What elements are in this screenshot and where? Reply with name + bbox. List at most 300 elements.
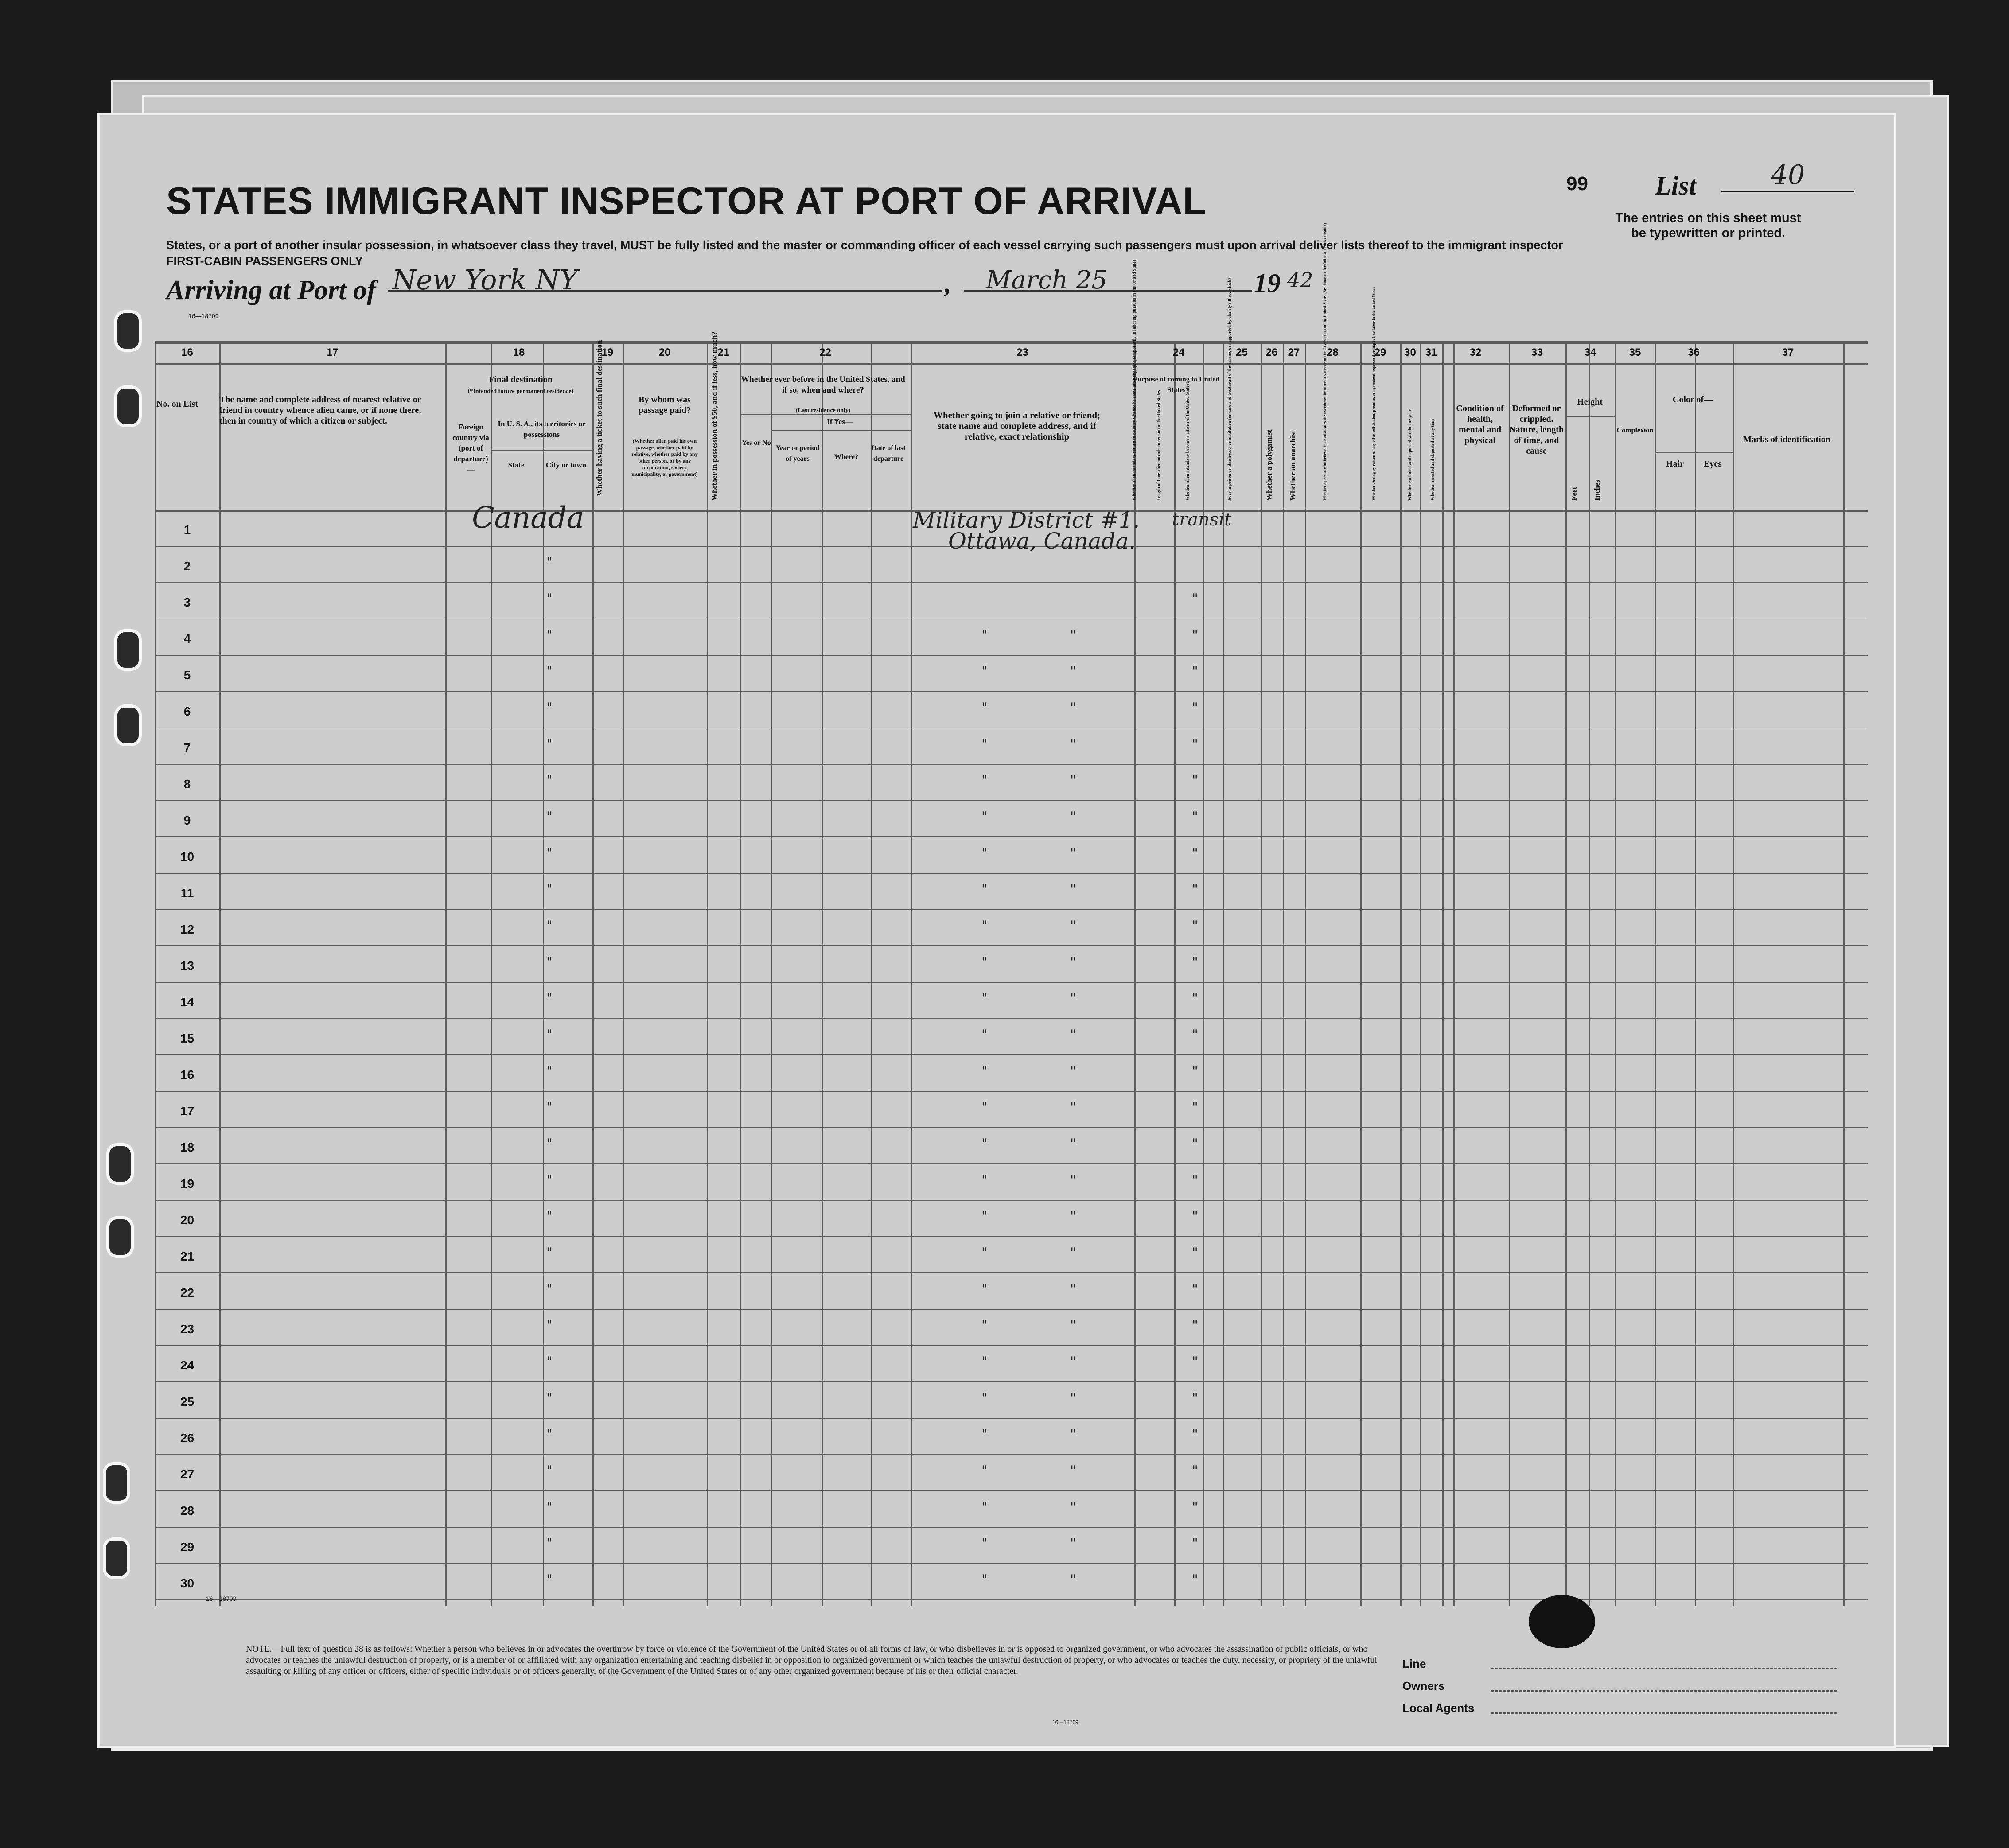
- col18-foreign: Foreign country via (port of departure)—: [452, 423, 489, 474]
- column-line: [1843, 341, 1845, 1606]
- join-relative-entry: ": [981, 700, 988, 716]
- join-relative-entry: ": [1070, 1172, 1076, 1188]
- state-entry: ": [546, 1136, 553, 1152]
- col24-title: Purpose of coming to United States: [1133, 376, 1220, 394]
- row-number: 28: [180, 1504, 195, 1517]
- join-relative-entry: ": [1070, 882, 1076, 897]
- state-entry: ": [546, 954, 553, 970]
- purpose-entry: ": [1192, 918, 1198, 934]
- column-line: [911, 341, 912, 1606]
- state-entry: ": [546, 773, 553, 788]
- purpose-entry: ": [1192, 773, 1198, 788]
- rule-line: [155, 582, 1868, 583]
- state-entry: ": [546, 845, 553, 861]
- join-relative-entry: ": [981, 1463, 988, 1478]
- state-entry: ": [546, 1027, 553, 1043]
- column-line: [1509, 341, 1510, 1606]
- row-number: 16: [180, 1068, 195, 1082]
- state-entry: ": [546, 1209, 553, 1224]
- rule-line: [155, 363, 1868, 365]
- rule-line: [155, 1018, 1868, 1019]
- purpose-entry: ": [1192, 1209, 1198, 1224]
- state-entry: ": [546, 1427, 553, 1442]
- col24-b: Length of time alien intends to remain in the United States: [1156, 390, 1161, 501]
- col34-inches: Inches: [1593, 479, 1601, 501]
- column-line: [1223, 341, 1224, 1606]
- rule-line: [155, 1418, 1868, 1419]
- row-number: 20: [180, 1213, 195, 1227]
- purpose-entry: ": [1192, 1027, 1198, 1043]
- rule-line: [155, 1345, 1868, 1346]
- rule-line: [155, 909, 1868, 910]
- col29-header: Whether coming by reason of any offer, solicitation, promise, or agreement, expressed or implied, to labor in the United States: [1371, 287, 1376, 501]
- column-line: [1453, 341, 1455, 1606]
- col23-header: Whether going to join a relative or friend; state name and complete address, and if relative, exact relationship: [933, 410, 1101, 442]
- form-number-footnote: 16—18709: [1052, 1719, 1078, 1725]
- rule-line: [155, 1309, 1868, 1310]
- row-number: 23: [180, 1322, 195, 1336]
- state-entry: ": [546, 1499, 553, 1515]
- col17-header: The name and complete address of nearest relative or friend in country whence alien came, or if none there, then in country of which a citizen or subject.: [219, 395, 421, 426]
- join-relative-entry: ": [981, 1281, 988, 1297]
- column-number: 22: [819, 346, 831, 358]
- port-value: New York NY: [392, 264, 578, 296]
- rule-line: [155, 873, 1868, 874]
- col18-city: City or town: [545, 461, 587, 469]
- year-suffix: 42: [1287, 268, 1313, 292]
- join-relative-entry: ": [1070, 809, 1076, 825]
- rule-line: [155, 764, 1868, 765]
- column-line: [1695, 341, 1696, 1606]
- column-line: [592, 341, 594, 1606]
- join-relative-entry: ": [981, 1536, 988, 1551]
- column-number: 18: [513, 346, 525, 358]
- col36-eyes: Eyes: [1704, 459, 1721, 469]
- col26-header: Whether a polygamist: [1265, 429, 1273, 501]
- purpose-entry: ": [1192, 1136, 1198, 1152]
- join-relative-entry: ": [981, 1172, 988, 1188]
- rule-line: [771, 430, 911, 431]
- rule-line: [1655, 452, 1733, 453]
- form-number-top: 16—18709: [188, 312, 219, 319]
- purpose-entry: transit: [1172, 510, 1232, 530]
- join-relative-entry: ": [981, 882, 988, 897]
- line-field: [1491, 1668, 1837, 1669]
- column-number: 28: [1327, 346, 1339, 358]
- rule-line: [155, 1091, 1868, 1092]
- column-number: 34: [1584, 346, 1596, 358]
- col36-hair: Hair: [1666, 459, 1684, 469]
- join-relative-entry: ": [1070, 1463, 1076, 1478]
- column-number: 36: [1688, 346, 1700, 358]
- owners-label: Owners: [1402, 1679, 1445, 1692]
- join-relative-entry: ": [1070, 736, 1076, 752]
- join-relative-entry: ": [1070, 1572, 1076, 1587]
- purpose-entry: ": [1192, 1281, 1198, 1297]
- column-number: 29: [1374, 346, 1386, 358]
- page-number: 99: [1566, 173, 1588, 195]
- class-note: FIRST-CABIN PASSENGERS ONLY: [166, 254, 363, 268]
- join-relative-entry: ": [1070, 627, 1076, 643]
- column-number: 31: [1425, 346, 1437, 358]
- row-number: 12: [180, 922, 195, 936]
- col34-title: Height: [1577, 397, 1603, 407]
- line-label: Line: [1402, 1657, 1426, 1670]
- binder-hole: [114, 704, 142, 746]
- join-relative-entry: ": [1070, 1390, 1076, 1406]
- join-relative-entry: ": [981, 1245, 988, 1261]
- rule-line: [155, 800, 1868, 801]
- col27-header: Whether an anarchist: [1289, 430, 1297, 501]
- col22-title: Whether ever before in the United States, and if so, when and where?: [741, 375, 905, 395]
- rule-line: [155, 945, 1868, 946]
- row-number: 5: [183, 668, 191, 682]
- column-line: [740, 341, 741, 1606]
- state-entry: ": [546, 1536, 553, 1551]
- join-relative-entry: ": [1070, 991, 1076, 1006]
- join-relative-entry: ": [1070, 1100, 1076, 1115]
- column-line: [1400, 341, 1402, 1606]
- join-relative-entry: ": [981, 1572, 988, 1587]
- join-relative-entry: ": [981, 1318, 988, 1333]
- binder-hole: [114, 385, 142, 427]
- rule-line: [155, 1454, 1868, 1455]
- column-number: 24: [1172, 346, 1185, 358]
- purpose-entry: ": [1192, 1318, 1198, 1333]
- row-number: 11: [180, 886, 194, 900]
- col21-header: Whether in possession of $50, and if less, how much?: [710, 331, 719, 501]
- column-line: [1360, 341, 1362, 1606]
- rule-line: [155, 836, 1868, 837]
- row-number: 18: [180, 1140, 195, 1154]
- purpose-entry: ": [1192, 882, 1198, 897]
- column-number: 21: [717, 346, 729, 358]
- column-line: [1283, 341, 1284, 1606]
- state-entry: ": [546, 882, 553, 897]
- col18-title: Final destination: [489, 375, 553, 385]
- row-number: 26: [180, 1431, 195, 1445]
- join-relative-entry: ": [981, 773, 988, 788]
- rule-line: [155, 1127, 1868, 1128]
- join-relative-entry: ": [981, 1499, 988, 1515]
- purpose-entry: ": [1192, 1427, 1198, 1442]
- row-number: 21: [180, 1249, 195, 1263]
- column-number: 33: [1531, 346, 1543, 358]
- state-entry: ": [546, 591, 553, 607]
- rule-line: [155, 691, 1868, 692]
- year-prefix: 19: [1254, 268, 1281, 298]
- row-number: 30: [180, 1576, 195, 1590]
- state-entry: ": [546, 918, 553, 934]
- rule-line: [492, 450, 592, 451]
- join-relative-entry: ": [1070, 1318, 1076, 1333]
- column-line: [871, 341, 872, 1606]
- join-relative-entry: ": [1070, 1027, 1076, 1043]
- state-entry: ": [546, 1572, 553, 1587]
- purpose-entry: ": [1192, 991, 1198, 1006]
- join-relative-entry: ": [1070, 664, 1076, 679]
- arriving-label: Arriving at Port of: [166, 275, 376, 305]
- foreign-country-entry: Canada: [472, 501, 584, 535]
- join-relative-entry: ": [981, 664, 988, 679]
- row-number: 29: [180, 1540, 195, 1554]
- row-number: 1: [183, 523, 191, 537]
- col22-year: Year or period of years: [775, 444, 820, 463]
- join-relative-entry: Military District #1.: [913, 507, 1140, 533]
- join-relative-entry: ": [1070, 954, 1076, 970]
- col24-c: Whether alien intends to become a citizen of the United States: [1185, 384, 1190, 501]
- join-relative-entry: ": [1070, 1281, 1076, 1297]
- column-number: 37: [1782, 346, 1794, 358]
- column-line: [1420, 341, 1421, 1606]
- join-relative-entry: ": [981, 1209, 988, 1224]
- col32-header: Condition of health, mental and physical: [1456, 404, 1504, 445]
- column-line: [1261, 341, 1262, 1606]
- binder-hole: [103, 1462, 130, 1504]
- join-relative-entry: ": [981, 736, 988, 752]
- join-relative-entry: ": [1070, 1136, 1076, 1152]
- row-number: 27: [180, 1467, 195, 1481]
- binder-hole: [106, 1216, 134, 1258]
- rule-line: [155, 1381, 1868, 1382]
- row-number: 13: [180, 959, 195, 973]
- row-number: 14: [180, 995, 195, 1009]
- col16-header: No. on List: [156, 399, 198, 409]
- rule-line: [155, 1236, 1868, 1237]
- col36-title: Color of—: [1672, 395, 1713, 405]
- column-number: 30: [1404, 346, 1416, 358]
- purpose-entry: ": [1192, 627, 1198, 643]
- state-entry: ": [546, 1354, 553, 1369]
- state-entry: ": [546, 1318, 553, 1333]
- join-relative-entry: ": [981, 809, 988, 825]
- join-relative-entry: ": [981, 845, 988, 861]
- row-number: 10: [180, 850, 195, 864]
- join-relative-entry: ": [981, 991, 988, 1006]
- form-title: STATES IMMIGRANT INSPECTOR AT PORT OF ARRIVAL: [166, 180, 1207, 222]
- column-number: 35: [1629, 346, 1641, 358]
- col20-header: By whom was passage paid?: [638, 395, 691, 415]
- column-line: [445, 341, 447, 1606]
- state-entry: ": [546, 555, 553, 570]
- column-number: 23: [1016, 346, 1028, 358]
- rule-line: [1565, 416, 1615, 417]
- state-entry: ": [546, 664, 553, 679]
- join-relative-entry: ": [981, 1063, 988, 1079]
- row-number: 7: [183, 741, 191, 755]
- join-relative-entry: ": [1070, 1499, 1076, 1515]
- purpose-entry: ": [1192, 1172, 1198, 1188]
- col22-ifyes: If Yes—: [827, 417, 853, 426]
- binder-hole: [106, 1143, 134, 1185]
- row-number: 3: [183, 595, 191, 609]
- column-line: [707, 341, 708, 1606]
- manifest-sheet: [97, 113, 1896, 1748]
- join-relative-entry: ": [1070, 773, 1076, 788]
- purpose-entry: ": [1192, 736, 1198, 752]
- purpose-entry: ": [1192, 1463, 1198, 1478]
- purpose-entry: ": [1192, 664, 1198, 679]
- state-entry: ": [546, 627, 553, 643]
- state-entry: ": [546, 1100, 553, 1115]
- column-number: 20: [658, 346, 671, 358]
- state-entry: ": [546, 1390, 553, 1406]
- purpose-entry: ": [1192, 845, 1198, 861]
- column-line: [1565, 341, 1567, 1606]
- col20-sub: (Whether alien paid his own passage, whether paid by relative, whether paid by any other person, or by any corporation, society, municipality, or government): [631, 438, 698, 477]
- rule-line: [155, 1563, 1868, 1564]
- purpose-entry: ": [1192, 591, 1198, 607]
- column-number: 27: [1288, 346, 1300, 358]
- join-relative-entry: ": [981, 1027, 988, 1043]
- column-line: [623, 341, 624, 1606]
- col24-a: Whether alien intends to return to country whence he came after engaging temporarily in laboring pursuits in the United States: [1132, 260, 1137, 501]
- ink-stain: [1529, 1595, 1595, 1648]
- column-line: [1589, 341, 1590, 1606]
- col18-subtitle: (*Intended future permanent residence): [467, 388, 574, 395]
- purpose-entry: ": [1192, 809, 1198, 825]
- form-instructions: [166, 237, 1628, 269]
- col34-feet: Feet: [1570, 486, 1578, 501]
- state-entry: ": [546, 809, 553, 825]
- comma: ,: [944, 271, 950, 298]
- agents-field: [1491, 1712, 1837, 1714]
- purpose-entry: ": [1192, 700, 1198, 716]
- rule-line: [155, 1200, 1868, 1201]
- col18-usa: In U. S. A., its territories or possessions: [498, 420, 586, 439]
- join-relative-entry: Ottawa, Canada.: [948, 528, 1136, 554]
- list-label: List: [1655, 171, 1697, 200]
- join-relative-entry: ": [981, 1100, 988, 1115]
- join-relative-entry: ": [981, 1354, 988, 1369]
- row-number: 19: [180, 1177, 195, 1191]
- state-entry: ": [546, 1172, 553, 1188]
- purpose-entry: ": [1192, 1536, 1198, 1551]
- binder-hole: [114, 629, 142, 671]
- join-relative-entry: ": [1070, 845, 1076, 861]
- row-number: 2: [183, 559, 191, 573]
- column-line: [1305, 341, 1306, 1606]
- list-number: 40: [1721, 160, 1854, 192]
- join-relative-entry: ": [1070, 918, 1076, 934]
- column-line: [1174, 341, 1176, 1606]
- join-relative-entry: ": [1070, 1245, 1076, 1261]
- state-entry: ": [546, 1281, 553, 1297]
- column-number: 19: [601, 346, 614, 358]
- column-number: 25: [1236, 346, 1248, 358]
- col22-where: Where?: [834, 453, 858, 461]
- join-relative-entry: ": [981, 918, 988, 934]
- join-relative-entry: ": [1070, 1063, 1076, 1079]
- row-number: 8: [183, 777, 191, 791]
- col28-header: Whether a person who believes in or advocates the overthrow by force or violence of the Government of the United States (See footnote for full text of this question): [1323, 223, 1327, 501]
- column-line: [1615, 341, 1616, 1606]
- purpose-entry: ": [1192, 1063, 1198, 1079]
- rule-line: [155, 655, 1868, 656]
- col37-header: Marks of identification: [1743, 435, 1830, 444]
- binder-hole: [114, 310, 142, 352]
- state-entry: ": [546, 991, 553, 1006]
- column-line: [771, 341, 772, 1606]
- rule-line: [155, 1599, 1868, 1600]
- date-value: March 25: [986, 266, 1107, 295]
- join-relative-entry: ": [981, 1136, 988, 1152]
- rule-line: [155, 982, 1868, 983]
- purpose-entry: ": [1192, 1245, 1198, 1261]
- state-entry: ": [546, 1063, 553, 1079]
- col22-yesno: Yes or No: [742, 439, 771, 447]
- owners-field: [1491, 1690, 1837, 1692]
- rule-line: [155, 1490, 1868, 1491]
- column-line: [219, 341, 221, 1606]
- join-relative-entry: ": [981, 1427, 988, 1442]
- column-line: [1442, 341, 1444, 1606]
- col18-state: State: [508, 461, 525, 469]
- purpose-entry: ": [1192, 1354, 1198, 1369]
- purpose-entry: ": [1192, 954, 1198, 970]
- state-entry: ": [546, 1245, 553, 1261]
- column-line: [822, 341, 823, 1606]
- column-number: 26: [1265, 346, 1278, 358]
- row-number: 6: [183, 704, 191, 718]
- column-number: 17: [326, 346, 339, 358]
- row-number: 22: [180, 1286, 195, 1299]
- binder-hole: [103, 1537, 130, 1579]
- instructions-text: States, or a port of another insular possession, in whatsoever class they travel, MUST be fully listed and the master or commanding officer of each vessel carrying such passengers must upon arrival deliver lists thereof to the immigrant inspector: [166, 238, 1563, 252]
- join-relative-entry: ": [1070, 1427, 1076, 1442]
- rule-line: [155, 1272, 1868, 1273]
- column-number: 16: [181, 346, 193, 358]
- col35-header: Complexion: [1616, 427, 1654, 434]
- rule-line: [155, 1527, 1868, 1528]
- row-number: 9: [183, 813, 191, 827]
- typewrite-note: The entries on this sheet must be typewritten or printed.: [1615, 211, 1801, 240]
- join-relative-entry: ": [1070, 1354, 1076, 1369]
- join-relative-entry: ": [981, 1390, 988, 1406]
- rule-line: [155, 341, 1868, 344]
- col33-header: Deformed or crippled. Nature, length of time, and cause: [1509, 404, 1564, 456]
- purpose-entry: ": [1192, 1572, 1198, 1587]
- row-number: 4: [183, 632, 191, 646]
- purpose-entry: ": [1192, 1100, 1198, 1115]
- join-relative-entry: ": [1070, 1209, 1076, 1224]
- join-relative-entry: ": [981, 627, 988, 643]
- join-relative-entry: ": [981, 954, 988, 970]
- form-number-bottom: 16—18709: [206, 1595, 237, 1602]
- row-number: 24: [180, 1358, 195, 1372]
- col22-date: Date of last departure: [871, 444, 906, 463]
- state-entry: ": [546, 700, 553, 716]
- column-line: [1655, 341, 1656, 1606]
- column-line: [1203, 341, 1204, 1606]
- col19-header: Whether having a ticket to such final destination: [595, 340, 603, 496]
- state-entry: ": [546, 736, 553, 752]
- column-line: [1733, 341, 1734, 1606]
- purpose-entry: ": [1192, 1390, 1198, 1406]
- rule-line: [155, 1054, 1868, 1055]
- join-relative-entry: ": [1070, 700, 1076, 716]
- row-number: 15: [180, 1031, 195, 1045]
- footnote: NOTE.—Full text of question 28 is as follows: Whether a person who believes in or advocates the overthrow by force or violence of the Government of the United States or of all forms of law, or who disbelieves in or is opposed to organized government, or who advocates the assassination of public officials, or who advocates or teaches the unlawful destruction of property, or is a member of or affiliated with any organization entertaining and teaching disbelief in or opposition to organized government or which teaches the unlawful destruction of property, or who advocates or teaches the duty, necessity, or propriety of the unlawful assaulting or killing of any officer or officers, either of specific individuals or of officers generally, of the Government of the United States or of any other organized government because of his or their official character.: [246, 1644, 1377, 1676]
- rule-line: [155, 1163, 1868, 1164]
- col22-sub: (Last residence only): [795, 407, 851, 414]
- state-entry: ": [546, 1463, 553, 1478]
- column-number: 32: [1469, 346, 1482, 358]
- row-number: 25: [180, 1395, 195, 1408]
- col31-header: Whether arrested and deported at any time: [1430, 418, 1435, 501]
- agents-label: Local Agents: [1402, 1701, 1475, 1715]
- join-relative-entry: ": [1070, 1536, 1076, 1551]
